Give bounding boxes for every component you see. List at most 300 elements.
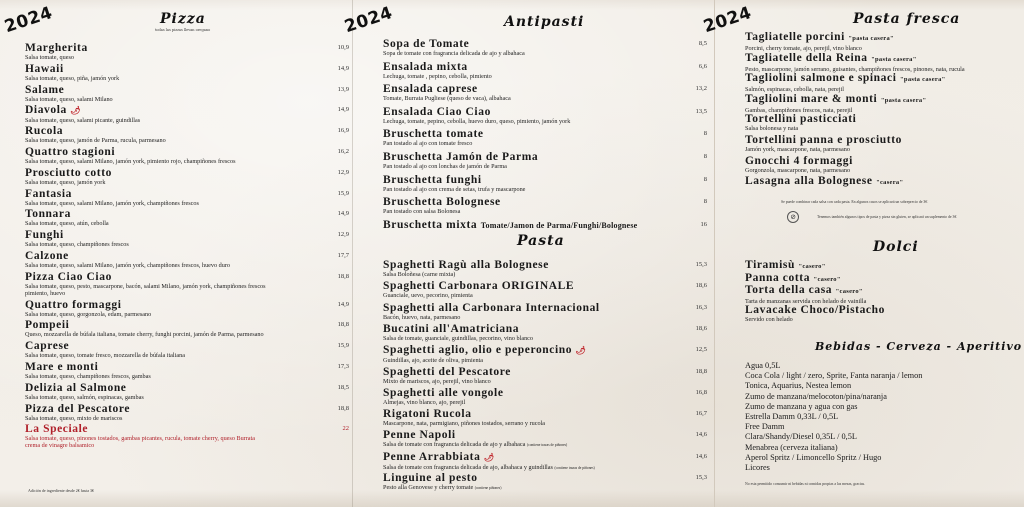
drink-item: Tonica, Aquarius, Nestea lemon bbox=[745, 381, 852, 391]
menu-item bbox=[745, 175, 1024, 189]
item-name bbox=[745, 155, 1024, 167]
menu-item bbox=[745, 134, 1024, 153]
item-name-text: Pizza del Pescatore bbox=[25, 402, 131, 415]
menu-item bbox=[383, 174, 710, 193]
drink-item: Menabrea (cerveza italiana) bbox=[745, 442, 838, 452]
item-name bbox=[25, 382, 350, 394]
item-name-text: Sopa de Tomate bbox=[383, 38, 470, 50]
item-note: (contiene trazas de piñones) bbox=[526, 443, 568, 448]
item-desc bbox=[383, 441, 710, 449]
item-price: 14,9 bbox=[337, 300, 349, 308]
item-name-text: Diavola bbox=[25, 104, 67, 117]
menu-item bbox=[383, 472, 710, 492]
item-name bbox=[25, 125, 350, 137]
item-desc bbox=[383, 464, 710, 472]
item-desc-text: Salsa tomate, queso, pinones tostados, gambas picantes, rucula, tomate cherry, queso Burrata bbox=[25, 435, 256, 443]
item-desc bbox=[25, 283, 350, 290]
menu-item bbox=[383, 83, 710, 102]
item-desc bbox=[383, 484, 710, 492]
item-name bbox=[383, 128, 710, 140]
menu-item bbox=[383, 219, 710, 232]
item-desc-text: Guindillas, ajo, aceite de oliva, pimienta bbox=[383, 357, 484, 365]
item-name-text: Tiramisù bbox=[745, 259, 795, 271]
drink-item: Coca Cola / light / zero, Sprite, Fanta naranja / lemon bbox=[745, 371, 923, 381]
item-note: (contiene trazas de piñones) bbox=[554, 465, 595, 470]
item-name bbox=[25, 146, 350, 158]
item-price: 15,3 bbox=[695, 474, 707, 481]
drink-item: Aperol Spritz / Limoncello Spritz / Hugo bbox=[745, 452, 882, 462]
item-name bbox=[745, 72, 1024, 86]
item-desc bbox=[383, 73, 710, 80]
item-price: 8 bbox=[703, 198, 707, 206]
menu-item bbox=[25, 250, 350, 269]
item-name bbox=[25, 84, 350, 96]
item-desc-text: Salsa Boloñesa (carne mixta) bbox=[383, 271, 456, 278]
drink-item: Free Damm bbox=[745, 422, 785, 432]
menu-item bbox=[25, 403, 350, 422]
menu-item bbox=[745, 93, 1024, 114]
menu-item bbox=[745, 155, 1024, 174]
item-desc-text: Salsa bolonesa y nata bbox=[745, 125, 799, 133]
menu-item bbox=[745, 31, 1024, 52]
item-price: 22 bbox=[342, 425, 349, 433]
item-price: 8,5 bbox=[698, 40, 707, 47]
item-desc bbox=[25, 394, 350, 401]
item-name bbox=[25, 299, 350, 311]
item-name bbox=[383, 259, 710, 271]
item-price: 18,8 bbox=[695, 367, 707, 375]
item-name-text: Penne Arrabbiata bbox=[383, 450, 481, 463]
item-price: 16,3 bbox=[695, 303, 707, 311]
item-name bbox=[383, 366, 710, 378]
menu-item bbox=[25, 340, 350, 359]
gluten-free-note: Tenemos también algunos tipos de pasta y pizza sin gluten, se aplicará un suplemento de 3€ bbox=[817, 215, 957, 219]
item-tag: "casero" bbox=[835, 288, 863, 295]
item-name-text: Quattro formaggi bbox=[25, 298, 122, 311]
item-desc-text: Salsa tomate, queso, champiñones frescos, gambas bbox=[25, 373, 151, 380]
item-name bbox=[745, 52, 1024, 66]
item-price: 16,9 bbox=[337, 127, 349, 135]
item-inline-desc: Tomate/Jamon de Parma/Funghi/Bolognese bbox=[480, 220, 638, 230]
item-name bbox=[25, 63, 350, 75]
item-name bbox=[745, 304, 1024, 316]
menu-item bbox=[25, 84, 350, 103]
item-name bbox=[383, 106, 710, 118]
item-name bbox=[383, 451, 710, 464]
pizza-subtitle: todas las pizzas llevan oregano bbox=[155, 28, 211, 32]
item-name bbox=[25, 250, 350, 262]
item-name bbox=[383, 174, 710, 186]
item-desc-text: Mascarpone, nata, parmigiano, piñones tostados, serrano y rucola bbox=[383, 420, 546, 428]
item-name-text: Bruschetta tomate bbox=[383, 128, 484, 141]
menu-item bbox=[383, 429, 710, 449]
menu-item bbox=[383, 302, 710, 321]
item-name-text: Spaghetti Carbonara ORIGINALE bbox=[383, 280, 575, 293]
item-price: 16,8 bbox=[695, 388, 707, 396]
item-desc bbox=[383, 163, 710, 170]
item-name bbox=[383, 408, 710, 420]
item-name-text: Calzone bbox=[25, 250, 69, 262]
item-price: 16,7 bbox=[695, 410, 707, 418]
menu-item bbox=[745, 113, 1024, 132]
item-desc-text: Salsa de tomate con fragrancia delicada de ajo y albahaca bbox=[383, 441, 526, 449]
item-desc-text: Salsa tomate, queso, piña, jamón york bbox=[25, 74, 120, 82]
item-name-text: Margherita bbox=[25, 42, 88, 54]
drink-item: Licores bbox=[745, 463, 770, 473]
year-badge: 2024 bbox=[701, 2, 755, 38]
item-desc-text: Sopa de tomate con fragrancia delicada de ajo y albahaca bbox=[383, 50, 525, 57]
item-desc bbox=[25, 311, 350, 318]
item-name bbox=[383, 472, 710, 484]
item-price: 17,7 bbox=[337, 252, 349, 259]
menu-item bbox=[383, 280, 710, 299]
item-name-text: Prosciutto cotto bbox=[25, 166, 112, 179]
item-desc bbox=[25, 241, 350, 248]
item-desc-text: Salsa tomate, queso, salmón, espinacas, gambas bbox=[25, 393, 144, 401]
dolci-title: Dolci bbox=[873, 239, 919, 255]
item-desc-line2: pimiento, huevo bbox=[25, 289, 66, 297]
pasta-title: Pasta bbox=[517, 233, 565, 249]
menu-item bbox=[25, 361, 350, 380]
item-desc bbox=[383, 292, 710, 299]
item-name bbox=[25, 423, 350, 435]
chili-icon: 🌶 bbox=[483, 452, 495, 462]
item-name-text: Tonnara bbox=[25, 208, 71, 221]
item-name bbox=[383, 429, 710, 441]
item-desc-text: Lechuga, tomate, pepino, cebolla, huevo duro, queso, pimiento, jamón york bbox=[383, 117, 571, 125]
item-name-text: Ensalada caprese bbox=[383, 83, 478, 96]
item-price: 18,8 bbox=[337, 321, 349, 329]
item-desc bbox=[25, 415, 350, 422]
item-desc-text: Mixto de mariscos, ajo, perejil, vino blanco bbox=[383, 377, 491, 385]
item-name-text: Pompeii bbox=[25, 319, 70, 332]
item-name bbox=[25, 188, 350, 200]
item-name-text: Rigatoni Rucola bbox=[383, 408, 472, 421]
item-price: 12,9 bbox=[337, 168, 349, 176]
item-price: 6,6 bbox=[698, 62, 707, 70]
item-name bbox=[383, 302, 710, 314]
menu-item bbox=[25, 167, 350, 186]
item-name bbox=[383, 83, 710, 95]
item-note: (contiene piñones) bbox=[474, 486, 502, 490]
item-desc bbox=[383, 50, 710, 57]
item-desc-text: Salsa tomate, queso bbox=[25, 54, 74, 61]
item-name-text: Spaghetti alle vongole bbox=[383, 386, 504, 399]
item-name bbox=[745, 284, 1024, 298]
pizza-panel bbox=[0, 0, 352, 507]
item-desc bbox=[383, 314, 710, 321]
item-price: 15,3 bbox=[695, 261, 707, 268]
item-price: 8 bbox=[703, 153, 707, 160]
item-desc bbox=[25, 220, 350, 227]
menu-item bbox=[383, 451, 710, 472]
item-name-text: Ensalada mixta bbox=[383, 60, 468, 73]
item-price: 18,6 bbox=[695, 324, 707, 332]
item-name bbox=[745, 175, 1024, 189]
menu-item bbox=[383, 151, 710, 170]
item-desc-text: Guanciale, uevo, pecorino, pimienta bbox=[383, 292, 473, 300]
item-desc-text: Jamón york, mascarpone, nata, parmesano bbox=[745, 146, 850, 153]
item-name-text: Lasagna alla Bolognese bbox=[745, 175, 873, 188]
item-desc bbox=[745, 125, 1024, 132]
item-desc-text: Salsa tomate, queso, champiñones frescos bbox=[25, 241, 129, 249]
item-name bbox=[383, 219, 710, 232]
item-tag: "casera" bbox=[876, 179, 904, 187]
item-desc-text: Pan tostado al ajo con crema de setas, trufa y mascarpone bbox=[383, 185, 526, 193]
item-desc-text: Salsa tomate, queso, pesto, mascarpone, bacón, salami Milano, jamón york, champiñones frescos bbox=[25, 282, 266, 290]
item-name-text: Ensalada Ciao Ciao bbox=[383, 105, 491, 118]
menu-item bbox=[745, 304, 1024, 323]
item-desc-text: Gambas, champiñones frescos, nata, perejil bbox=[745, 106, 853, 114]
item-name-text: Tortellini panna e prosciutto bbox=[745, 134, 903, 146]
item-price: 16,2 bbox=[337, 148, 349, 155]
item-desc bbox=[25, 96, 350, 103]
item-name bbox=[25, 167, 350, 179]
item-desc bbox=[25, 200, 350, 207]
item-name bbox=[383, 196, 710, 208]
item-name bbox=[383, 38, 710, 50]
item-desc bbox=[383, 186, 710, 193]
item-name-text: Fantasia bbox=[25, 187, 72, 200]
item-name bbox=[383, 61, 710, 73]
menu-item bbox=[383, 38, 710, 57]
menu-item bbox=[383, 106, 710, 125]
menu-item bbox=[25, 125, 350, 144]
item-price: 8 bbox=[703, 175, 707, 183]
bebidas-title: Bebidas - Cerveza - Aperitivo bbox=[815, 340, 1023, 353]
drink-item: Zumo de manzana y agua con gas bbox=[745, 401, 858, 411]
pizza-footnote: Adición de ingrediente desde 2€ hasta 3€ bbox=[28, 488, 94, 493]
menu-item bbox=[383, 408, 710, 427]
item-name bbox=[25, 42, 350, 54]
item-name bbox=[25, 403, 350, 415]
item-name bbox=[25, 361, 350, 373]
item-desc bbox=[25, 352, 350, 359]
item-desc-text: Pesto alla Genovese y cherry tomate bbox=[383, 484, 474, 491]
item-tag: "pasta casera" bbox=[871, 55, 917, 63]
item-desc bbox=[25, 54, 350, 61]
item-desc bbox=[25, 262, 350, 269]
item-desc-text: Queso, mozzarella de búfala italiana, tomate cherry, funghi porcini, jamón de Parma, parmesano bbox=[25, 331, 264, 339]
item-name bbox=[25, 208, 350, 220]
item-price: 18,8 bbox=[337, 272, 349, 280]
item-desc-text: Salsa tomate, queso, salami Milano, jamón york, champiñones frescos bbox=[25, 199, 199, 207]
item-name bbox=[383, 280, 710, 292]
menu-item bbox=[383, 366, 710, 385]
item-name bbox=[383, 151, 710, 163]
item-desc-text: Salsa tomate, queso, salami Milano, jamón york, champiñones frescos, huevo duro bbox=[25, 262, 231, 269]
item-name-text: Gnocchi 4 formaggi bbox=[745, 154, 853, 167]
item-price: 8 bbox=[703, 130, 707, 138]
item-desc-text: Salsa de tomate, guanciale, guindillas, pecorino, vino blanco bbox=[383, 334, 534, 342]
item-desc bbox=[745, 316, 1024, 323]
menu-item bbox=[25, 188, 350, 207]
item-desc bbox=[25, 179, 350, 186]
item-name-text: Linguine al pesto bbox=[383, 472, 478, 484]
item-name bbox=[25, 271, 350, 283]
item-desc-text: Salsa tomate, queso, atún, cebolla bbox=[25, 220, 109, 228]
item-name-text: Spaghetti Ragù alla Bolognese bbox=[383, 259, 549, 271]
item-tag: "casero" bbox=[798, 263, 826, 270]
item-name-text: Panna cotta bbox=[745, 271, 811, 284]
item-desc bbox=[25, 373, 350, 380]
item-desc-text: Pan tostado al ajo con lonchas de jamón de Parma bbox=[383, 163, 507, 170]
item-tag: "pasta casera" bbox=[848, 35, 894, 42]
item-name-text: La Speciale bbox=[25, 423, 89, 436]
menu-item bbox=[25, 299, 350, 318]
chili-icon: 🌶 bbox=[575, 346, 587, 356]
year-badge: 2024 bbox=[342, 2, 396, 38]
item-price: 13,5 bbox=[695, 107, 707, 115]
menu-item bbox=[383, 196, 710, 215]
item-name-text: Caprese bbox=[25, 340, 70, 353]
item-name-text: Pizza Ciao Ciao bbox=[25, 270, 112, 283]
item-desc-text: Servido con helado bbox=[745, 315, 793, 323]
item-name bbox=[745, 134, 1024, 146]
menu-item bbox=[383, 259, 710, 278]
item-price: 14,9 bbox=[337, 64, 349, 72]
item-price: 12,5 bbox=[695, 346, 707, 354]
menu-item bbox=[383, 387, 710, 406]
drink-item: Clara/Shandy/Diesel 0,35L / 0,5L bbox=[745, 432, 857, 442]
item-name-text: Salame bbox=[25, 83, 65, 96]
item-price: 14,6 bbox=[695, 452, 707, 460]
year-badge: 2024 bbox=[2, 2, 56, 38]
item-name-text: Rucola bbox=[25, 125, 64, 138]
item-desc-text: Salmón, espinacas, cebolla, nata, perejil bbox=[745, 86, 844, 94]
item-desc-text: Tomate, Burrata Pugliese (queso de vaca), albahaca bbox=[383, 95, 511, 103]
gluten-free-icon: ⊘ bbox=[787, 211, 799, 223]
item-name bbox=[383, 323, 710, 335]
item-desc-text: Pan tostado con salsa Bolonesa bbox=[383, 208, 461, 216]
item-price: 14,6 bbox=[695, 431, 707, 439]
item-desc-text: Tarta de manzanas servida con helado de vainilla bbox=[745, 298, 867, 305]
item-name bbox=[383, 387, 710, 399]
pasta-fresca-title: Pasta fresca bbox=[853, 11, 961, 27]
item-name-text: Mare e monti bbox=[25, 361, 99, 373]
item-price: 18,8 bbox=[337, 404, 349, 412]
item-price: 15,9 bbox=[337, 189, 349, 197]
item-desc-line2: crema de vinagre balsamico bbox=[25, 442, 95, 450]
item-name-text: Penne Napoli bbox=[383, 429, 456, 442]
item-name bbox=[745, 31, 1024, 45]
item-name bbox=[745, 113, 1024, 125]
item-price: 15,9 bbox=[337, 342, 349, 350]
item-price: 12,9 bbox=[337, 231, 349, 239]
item-name-text: Spaghetti del Pescatore bbox=[383, 365, 511, 378]
item-desc-text: Salsa de tomate con fragrancia delicada de ajo, albahaca y guindillas bbox=[383, 463, 553, 471]
item-desc bbox=[383, 378, 710, 385]
item-name-text: Tagliolini mare & monti bbox=[745, 92, 878, 105]
item-name bbox=[25, 319, 350, 331]
item-desc bbox=[383, 140, 710, 147]
item-price: 18,6 bbox=[695, 282, 707, 290]
item-desc bbox=[25, 158, 350, 165]
menu-item bbox=[25, 63, 350, 82]
item-price: 14,9 bbox=[337, 210, 349, 218]
item-name bbox=[25, 229, 350, 241]
item-name-text: Bruschetta funghi bbox=[383, 173, 482, 186]
menu-item bbox=[745, 72, 1024, 93]
menu-item bbox=[383, 61, 710, 80]
item-name-text: Delizia al Salmone bbox=[25, 381, 127, 394]
item-name bbox=[25, 340, 350, 352]
item-name-text: Bucatini all'Amatriciana bbox=[383, 322, 520, 335]
bebidas-footnote: No esta permitido consumir ni bebidas ni comidas propias a las mesas, gracias. bbox=[745, 482, 865, 486]
item-desc-text: Salsa tomate, queso, jamón york bbox=[25, 178, 106, 186]
item-desc-text: Bacón, huevo, nata, parmesano bbox=[383, 313, 461, 321]
item-price: 14,9 bbox=[337, 106, 349, 114]
menu-item bbox=[25, 319, 350, 338]
item-desc bbox=[383, 335, 710, 342]
item-name-text: Hawaii bbox=[25, 62, 64, 75]
item-name-text: Tortellini pasticciati bbox=[745, 113, 857, 126]
item-name-text: Tagliatelle della Reina bbox=[745, 51, 868, 64]
item-desc bbox=[383, 357, 710, 364]
item-name bbox=[25, 104, 350, 117]
menu-item bbox=[383, 128, 710, 147]
menu-item bbox=[25, 146, 350, 165]
item-tag: "pasta casera" bbox=[880, 96, 927, 104]
pasta-combine-note: Se puede combinar cada salsa con cada pasta. En algunos casos se aplicará un sobreprecio de 3€ bbox=[781, 200, 928, 204]
drink-item: Estrella Damm 0,33L / 0,5L bbox=[745, 412, 839, 422]
item-desc bbox=[745, 167, 1024, 174]
item-price: 13,2 bbox=[695, 85, 707, 93]
item-desc bbox=[383, 271, 710, 278]
menu-item bbox=[25, 208, 350, 227]
item-desc-text: Salsa tomate, queso, salami Milano, jamón york, pimiento rojo, champiñones frescos bbox=[25, 158, 236, 165]
item-desc-text: Porcini, cherry tomate, ajo, perejil, vino blanco bbox=[745, 45, 862, 52]
drink-item: Agua 0,5L bbox=[745, 361, 781, 370]
item-name-text: Bruschetta mixta bbox=[383, 218, 478, 231]
item-desc-text: Almejas, vino blanco, ajo, perejil bbox=[383, 398, 466, 406]
menu-item bbox=[383, 323, 710, 342]
antipasti-title: Antipasti bbox=[504, 14, 585, 30]
item-name-text: Tagliatelle porcini bbox=[745, 31, 845, 43]
drink-item: Zumo de manzana/melocoton/pina/naranja bbox=[745, 391, 887, 401]
item-desc-text: Gorgonzola, mascarpone, nata, parmesano bbox=[745, 166, 851, 174]
item-name-text: Bruschetta Jamón de Parma bbox=[383, 151, 539, 163]
item-desc-text: Pan tostado al ajo con tomate fresco bbox=[383, 140, 473, 148]
menu-item bbox=[25, 382, 350, 401]
menu-item bbox=[745, 52, 1024, 73]
item-name-text: Lavacake Choco/Pistacho bbox=[745, 303, 885, 316]
pizza-title: Pizza bbox=[160, 11, 206, 27]
item-desc-text: Pesto, mascarpone, jamón serrano, guisantes, champiñones frescos, pinones, nata, rucula bbox=[745, 65, 965, 73]
item-name bbox=[383, 344, 710, 357]
item-name-text: Bruschetta Bolognese bbox=[383, 196, 501, 209]
item-desc bbox=[25, 435, 350, 442]
item-name-text: Tagliolini salmone e spinaci bbox=[745, 72, 897, 85]
menu-item bbox=[25, 271, 350, 297]
menu-item bbox=[383, 344, 710, 364]
bebidas-list bbox=[745, 361, 1024, 473]
chili-icon: 🌶 bbox=[70, 106, 82, 116]
menu-item bbox=[25, 104, 350, 124]
item-desc-text: Lechuga, tomate , pepino, cebolla, pimiento bbox=[383, 72, 492, 80]
item-name-text: Spaghetti alla Carbonara Internacional bbox=[383, 301, 600, 314]
menu-item bbox=[25, 423, 350, 449]
item-desc bbox=[383, 95, 710, 102]
item-name-text: Spaghetti aglio, olio e peperoncino bbox=[383, 344, 573, 357]
item-desc-text: Salsa tomate, queso, salami Milano bbox=[25, 95, 113, 103]
item-price: 13,9 bbox=[337, 85, 349, 93]
item-name bbox=[745, 93, 1024, 107]
item-desc-text: Salsa tomate, queso, tomate fresco, mozzarella de búfala italiana bbox=[25, 352, 185, 360]
item-tag: "casero" bbox=[813, 275, 841, 283]
item-price: 10,9 bbox=[337, 44, 349, 51]
item-price: 16 bbox=[700, 220, 707, 228]
